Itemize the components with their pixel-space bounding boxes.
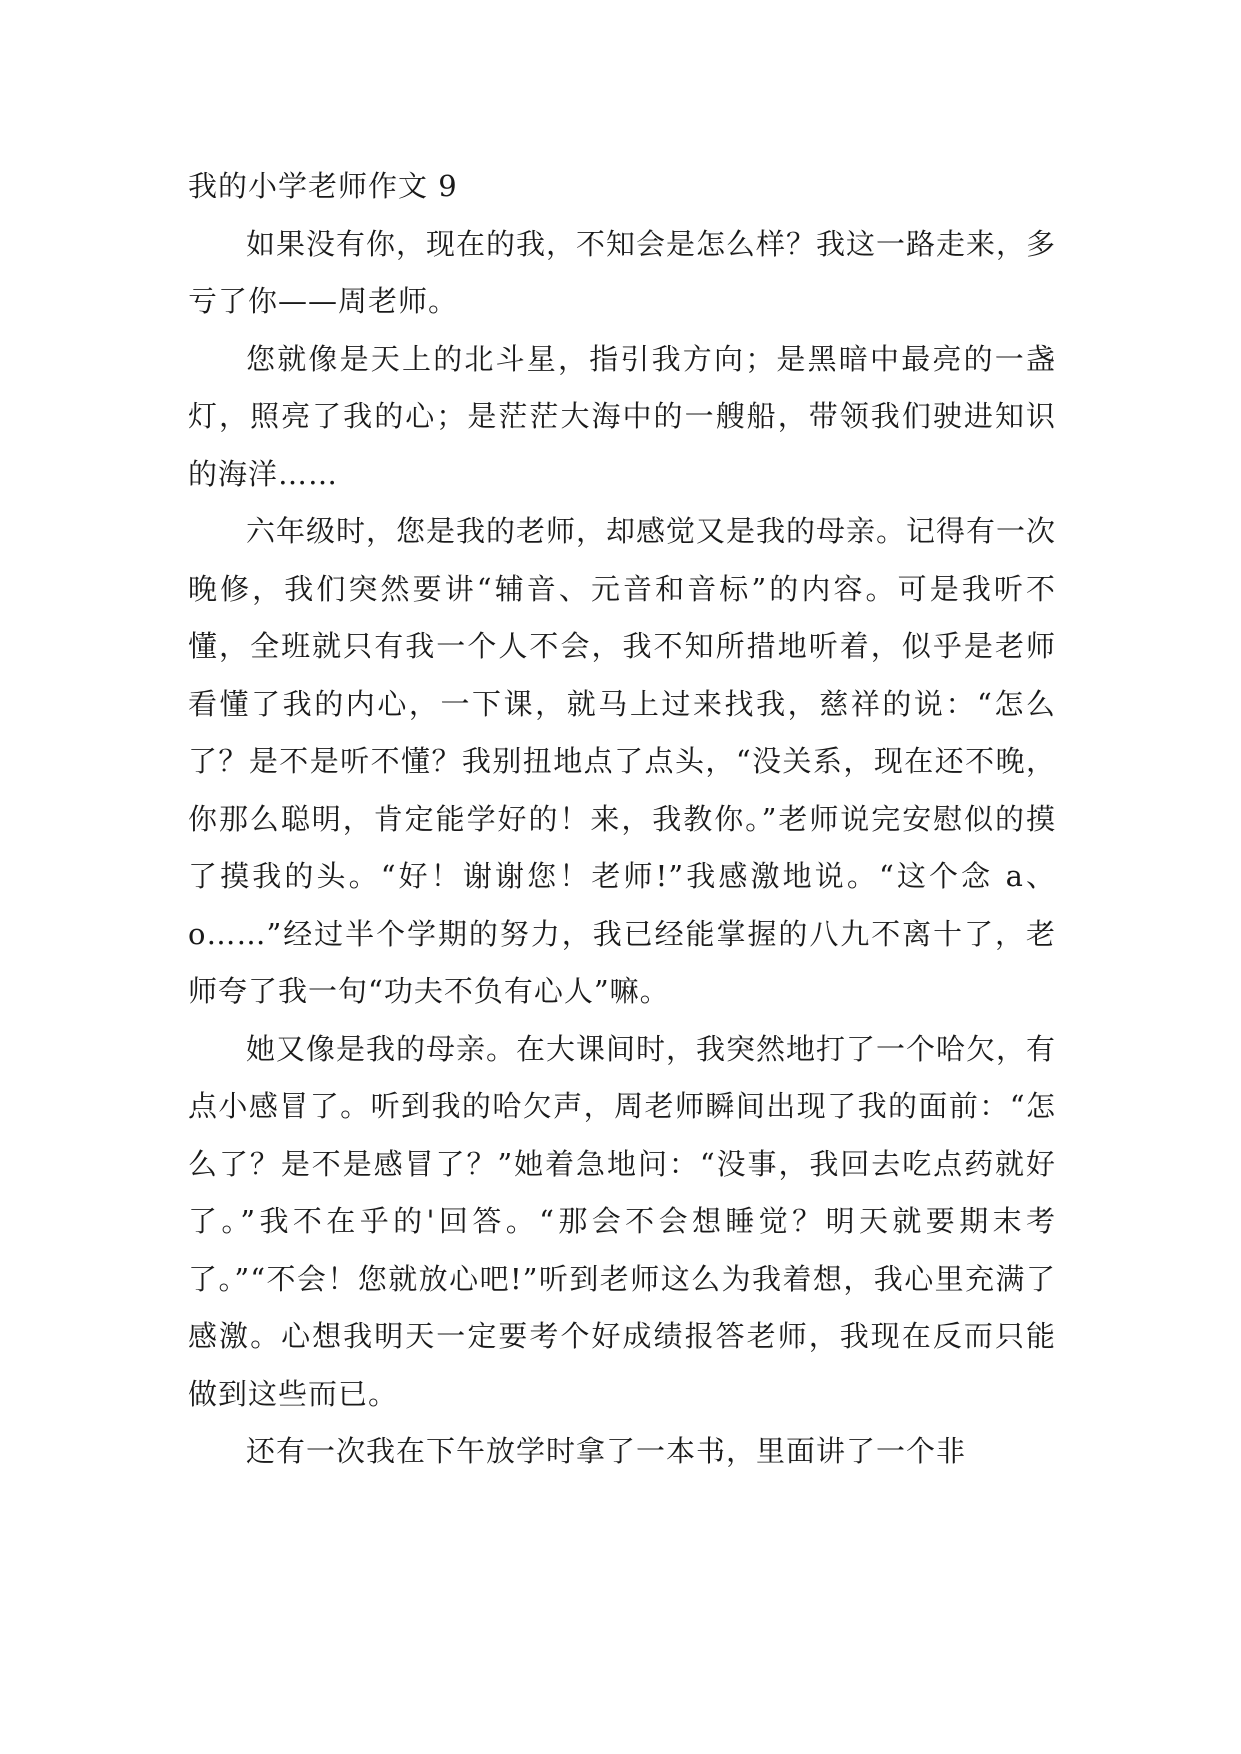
paragraph-1: 如果没有你，现在的我，不知会是怎么样？我这一路走来，多亏了你——周老师。 bbox=[188, 226, 1057, 318]
paragraph-3: 六年级时，您是我的老师，却感觉又是我的母亲。记得有一次晚修，我们突然要讲“辅音、元音和音标”的内容。可是我听不懂，全班就只有我一个人不会，我不知所措地听着，似乎是老师看懂了我的内心，一下课，就马上过来找我，慈祥的说：“怎么了？是不是听不懂？我别扭地点了点头，“没关系，现在还不晚，你那么聪明，肯定能学好的！来，我教你。”老师说完安慰似的摸了摸我的头。“好！谢谢您！老师!”我感激地说。“这个念 a、o……”经过半个学期的努力，我已经能掌握的八九不离十了，老师夸了我一句“功夫不负有心人”嘛。 bbox=[188, 514, 1057, 1008]
document-title: 我的小学老师作文 9 bbox=[188, 169, 458, 203]
paragraph-5: 还有一次我在下午放学时拿了一本书，里面讲了一个非 bbox=[246, 1434, 967, 1468]
paragraph-4: 她又像是我的母亲。在大课间时，我突然地打了一个哈欠，有点小感冒了。听到我的哈欠声，周老师瞬间出现了我的面前：“怎么了？是不是感冒了？”她着急地问：“没事，我回去吃点药就好了。”我不在乎的'回答。“那会不会想睡觉？明天就要期末考了。”“不会！您就放心吧!”听到老师这么为我着想，我心里充满了感激。心想我明天一定要考个好成绩报答老师，我现在反而只能做到这些而已。 bbox=[188, 1031, 1057, 1411]
paragraph-2: 您就像是天上的北斗星，指引我方向；是黑暗中最亮的一盏灯，照亮了我的心；是茫茫大海中的一艘船，带领我们驶进知识的海洋…… bbox=[188, 341, 1056, 491]
document-body bbox=[188, 158, 1056, 1481]
